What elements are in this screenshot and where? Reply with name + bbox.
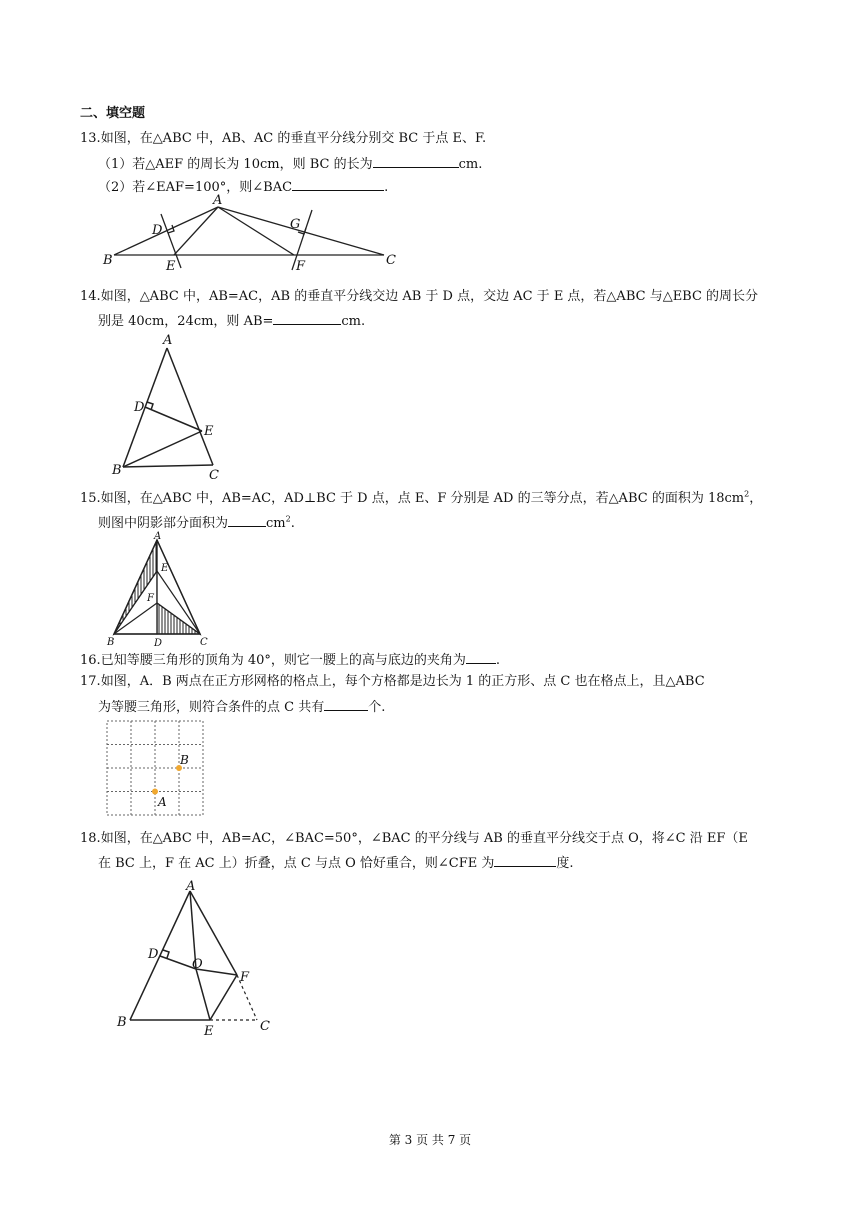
label-e: E xyxy=(204,424,214,439)
question-18-unit: 度. xyxy=(556,856,574,871)
label-b: B xyxy=(117,1015,127,1030)
question-17-grid-figure xyxy=(106,720,206,818)
question-13-part-2-end: . xyxy=(384,180,389,195)
label-b: B xyxy=(180,753,189,767)
label-d: D xyxy=(148,947,159,962)
label-c: C xyxy=(260,1019,270,1034)
question-15-text-2: 则图中阴影部分面积为 xyxy=(98,516,229,531)
label-o: O xyxy=(192,957,203,972)
question-16-stem xyxy=(80,650,500,670)
label-b: B xyxy=(107,637,115,648)
page-footer: 第 3 页 共 7 页 xyxy=(388,1133,472,1147)
segment-ab xyxy=(130,891,190,1020)
question-15-number: 15. xyxy=(80,491,101,506)
question-15-answer-blank[interactable] xyxy=(228,513,266,527)
question-16-number: 16. xyxy=(80,653,101,668)
question-14-text-2: 别是 40cm，24cm，则 AB= xyxy=(98,314,274,329)
segment-af xyxy=(218,207,294,255)
question-15-unit: cm xyxy=(266,516,286,531)
label-e: E xyxy=(204,1024,214,1039)
question-13-figure xyxy=(100,192,410,272)
label-c: C xyxy=(200,637,208,648)
segment-ac xyxy=(218,207,384,255)
question-17-text-2: 为等腰三角形，则符合条件的点 C 共有 xyxy=(98,700,325,715)
label-e: E xyxy=(166,259,176,274)
question-16-text: 已知等腰三角形的顶角为 40°，则它一腰上的高与底边的夹角为 xyxy=(100,653,466,668)
question-14-unit: cm. xyxy=(341,314,366,329)
label-d: D xyxy=(134,400,145,415)
question-13-text: 如图，在△ABC 中，AB、AC 的垂直平分线分别交 BC 于点 E、F. xyxy=(100,131,487,146)
question-13-stem xyxy=(80,130,486,148)
question-14-text: 如图，△ABC 中，AB=AC，AB 的垂直平分线交边 AB 于 D 点，交边 AC 于 E 点，若△ABC 与△EBC 的周长分 xyxy=(100,289,759,304)
segment-ab xyxy=(114,207,218,255)
question-14-stem xyxy=(80,288,758,306)
label-b: B xyxy=(112,463,122,478)
question-13-part-1 xyxy=(98,154,482,174)
question-13-part-1-text: （1）若△AEF 的周长为 10cm，则 BC 的长为 xyxy=(98,157,373,172)
label-c: C xyxy=(209,468,219,483)
section-title: 二、填空题 xyxy=(80,106,146,121)
label-e: E xyxy=(161,563,169,574)
question-15-superscript: 2 xyxy=(744,489,750,499)
question-14-number: 14. xyxy=(80,289,101,304)
label-d: D xyxy=(154,638,163,649)
question-18-figure xyxy=(112,878,282,1038)
label-d: D xyxy=(152,223,163,238)
question-15-end: . xyxy=(290,516,295,531)
question-13-part-1-unit: cm. xyxy=(458,157,483,172)
label-b: B xyxy=(103,253,113,268)
question-13-answer-blank-1[interactable] xyxy=(373,154,459,168)
question-14-line-2 xyxy=(98,311,365,331)
label-a: A xyxy=(186,879,196,894)
question-17-line-2 xyxy=(98,697,385,717)
label-a: A xyxy=(154,531,162,542)
point-a xyxy=(152,789,158,795)
segment-do xyxy=(160,956,196,969)
label-a: A xyxy=(158,795,167,809)
question-15-text-end: ， xyxy=(749,491,763,506)
label-g: G xyxy=(290,217,301,232)
question-17-stem xyxy=(80,673,705,691)
label-a: A xyxy=(213,193,223,208)
question-15-figure xyxy=(104,530,219,648)
label-f: F xyxy=(147,593,154,604)
question-17-text: 如图，A．B 两点在正方形网格的格点上，每个方格都是边长为 1 的正方形、点 C 也在格点上，且△ABC xyxy=(100,674,705,689)
question-18-text-2: 在 BC 上，F 在 AC 上）折叠，点 C 与点 O 恰好重合，则∠CFE 为 xyxy=(98,856,495,871)
segment-bc xyxy=(123,465,213,467)
segment-ef xyxy=(210,975,237,1020)
question-16-answer-blank[interactable] xyxy=(466,650,496,664)
question-14-answer-blank[interactable] xyxy=(273,311,341,325)
label-c: C xyxy=(386,253,396,268)
question-15-stem xyxy=(80,490,762,508)
question-13-answer-blank-2[interactable] xyxy=(292,177,384,191)
label-f: F xyxy=(240,970,250,985)
question-18-line-2 xyxy=(98,853,574,873)
question-15-text: 如图，在△ABC 中，AB=AC，AD⊥BC 于 D 点，点 E、F 分别是 AD 的三等分点，若△ABC 的面积为 18cm xyxy=(100,491,745,506)
question-18-number: 18. xyxy=(80,831,101,846)
segment-ac xyxy=(167,348,213,465)
question-18-stem xyxy=(80,830,748,848)
label-f: F xyxy=(296,259,306,274)
segment-de xyxy=(145,407,202,431)
question-16-end: . xyxy=(495,653,501,668)
question-15-unit-superscript: 2 xyxy=(285,514,291,524)
question-14-figure xyxy=(108,334,238,484)
segment-ae xyxy=(174,207,218,255)
question-13-number: 13. xyxy=(80,131,101,146)
question-17-end: 个. xyxy=(368,700,386,715)
question-13-part-2-text: （2）若∠EAF=100°，则∠BAC xyxy=(98,180,293,195)
label-a: A xyxy=(163,333,173,348)
segment-oe xyxy=(196,969,210,1020)
question-18-text: 如图，在△ABC 中，AB=AC，∠BAC=50°，∠BAC 的平分线与 AB 的垂直平分线交于点 O，将∠C 沿 EF（E xyxy=(100,831,748,846)
question-17-number: 17. xyxy=(80,674,101,689)
question-17-answer-blank[interactable] xyxy=(324,697,368,711)
question-18-answer-blank[interactable] xyxy=(494,853,556,867)
